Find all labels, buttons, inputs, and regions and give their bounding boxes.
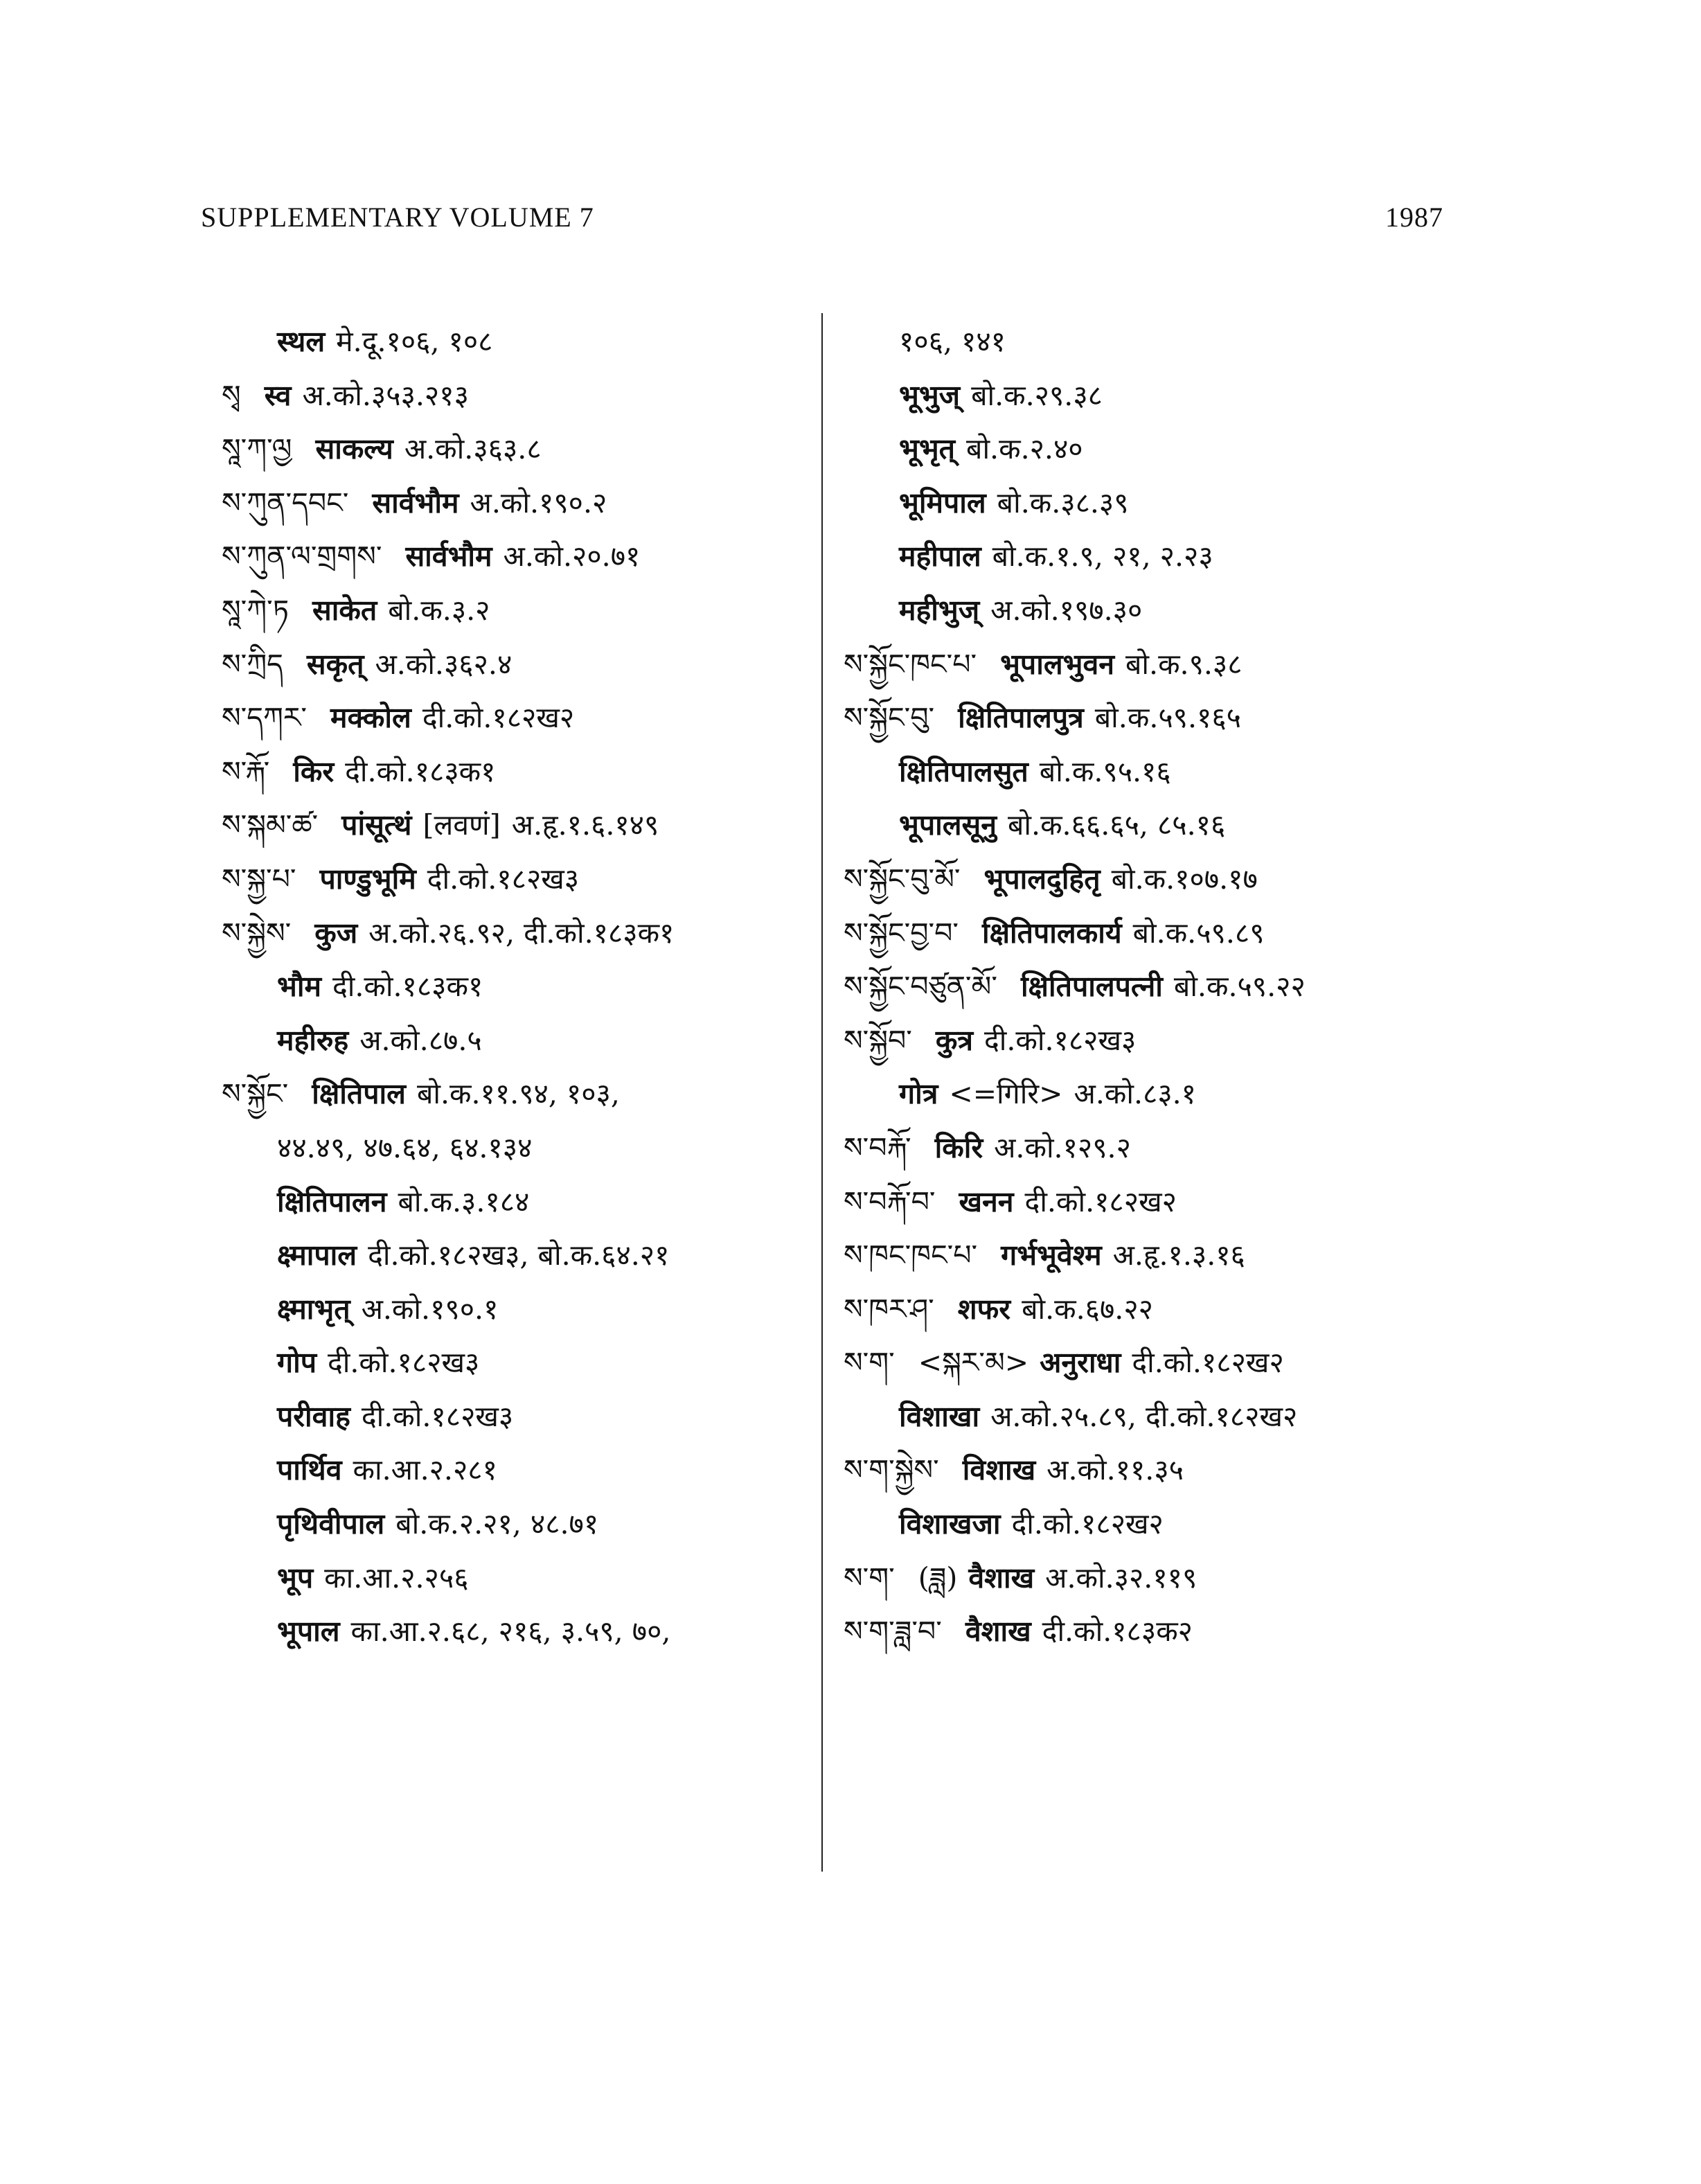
source-references: दी.को.१८२ख३ bbox=[361, 1399, 514, 1433]
tibetan-headword: ས་ཀུན་ལ་གྲགས་ bbox=[222, 540, 382, 574]
sanskrit-equivalent: अनुराधा bbox=[1040, 1346, 1121, 1380]
source-references: अ.को.१९७.३० bbox=[990, 593, 1143, 627]
sub-entry bbox=[844, 1390, 1453, 1444]
source-references: अ.को.८३.१ bbox=[1074, 1077, 1196, 1111]
sanskrit-equivalent: भूभुज् bbox=[899, 378, 961, 412]
sanskrit-equivalent: वैशाख bbox=[968, 1561, 1035, 1595]
tibetan-headword: ས་ག་ bbox=[844, 1346, 895, 1380]
source-references: दी.को.१८२ख३ bbox=[328, 1346, 480, 1380]
continuation-line bbox=[222, 1121, 810, 1175]
sub-entry bbox=[222, 1175, 810, 1229]
sanskrit-equivalent: खनन bbox=[959, 1184, 1014, 1218]
source-references: १०६, १४१ bbox=[899, 325, 1006, 358]
source-references: का.आ.२.२८१ bbox=[353, 1453, 497, 1487]
source-references: अ.हृ.१.३.१६ bbox=[1112, 1239, 1245, 1272]
sub-entry bbox=[222, 1229, 810, 1283]
tibetan-headword: ས་སྐྱོབ་ bbox=[844, 1023, 912, 1057]
source-references: बो.क.१०७.१७ bbox=[1111, 862, 1258, 896]
dictionary-entry bbox=[844, 691, 1453, 745]
dictionary-entry bbox=[222, 907, 810, 961]
page-number: 1987 bbox=[1385, 202, 1443, 233]
sub-entry bbox=[222, 1390, 810, 1444]
source-references: बो.क.५९.२२ bbox=[1173, 970, 1306, 1004]
sanskrit-equivalent: क्षितिपालकार्य bbox=[982, 916, 1122, 950]
tibetan-headword: ས་སྐྱེས་ bbox=[222, 916, 292, 950]
dictionary-entry bbox=[222, 745, 810, 799]
tibetan-headword: ས་སྐྱོང་བུ་ bbox=[844, 701, 935, 735]
dictionary-entry bbox=[222, 369, 810, 423]
source-references: अ.को.३५३.२१३ bbox=[302, 378, 469, 412]
tibetan-headword: ས་ཀྲིད bbox=[222, 647, 283, 681]
sub-entry bbox=[844, 369, 1453, 423]
source-references: अ.को.३६३.८ bbox=[404, 432, 542, 466]
source-references: बो.क.३८.३९ bbox=[997, 486, 1129, 520]
source-references: दी.को.१८३क१ bbox=[332, 970, 483, 1004]
source-references: अ.को.८७.५ bbox=[359, 1023, 482, 1057]
sub-entry bbox=[222, 1014, 810, 1068]
dictionary-entry bbox=[222, 423, 810, 477]
tibetan-headword: ས་ག་ཟླ་བ་ bbox=[844, 1615, 942, 1649]
sanskrit-equivalent: वैशाख bbox=[965, 1615, 1031, 1649]
sanskrit-equivalent: मक्कोल bbox=[330, 701, 411, 735]
dictionary-entry bbox=[222, 584, 810, 638]
tibetan-headword: ས་སྐྱོང་ཁང་པ་ bbox=[844, 647, 977, 681]
dictionary-entry bbox=[844, 1121, 1453, 1175]
tibetan-headword: ས་རྐོ་ bbox=[222, 754, 270, 788]
dictionary-entry bbox=[844, 1552, 1453, 1606]
page-header bbox=[201, 201, 1443, 242]
tibetan-headword: ས་སྐམ་ཚ་ bbox=[222, 808, 319, 842]
source-references: अ.को.३६२.४ bbox=[375, 647, 513, 681]
sanskrit-equivalent: किरि bbox=[934, 1130, 983, 1164]
sanskrit-equivalent: गर्भभूवेश्म bbox=[1001, 1239, 1102, 1272]
sanskrit-equivalent: गोप bbox=[277, 1346, 317, 1380]
source-references: बो.क.२९.३८ bbox=[971, 378, 1103, 412]
sanskrit-equivalent: किर bbox=[293, 754, 335, 788]
sanskrit-equivalent: साकेत bbox=[312, 593, 377, 627]
continuation-line bbox=[844, 315, 1453, 369]
dictionary-entry bbox=[844, 1605, 1453, 1659]
sanskrit-equivalent: क्षितिपालसुत bbox=[899, 754, 1028, 788]
sub-entry bbox=[844, 584, 1453, 638]
sanskrit-equivalent: क्षितिपालन bbox=[277, 1184, 387, 1218]
dictionary-entry bbox=[844, 907, 1453, 961]
sub-entry bbox=[222, 1605, 810, 1659]
dictionary-entry bbox=[222, 477, 810, 531]
source-references: अ.को.३२.११९ bbox=[1045, 1561, 1197, 1595]
source-references: अ.को.११.३५ bbox=[1047, 1453, 1184, 1487]
tibetan-headword: ས་བརྐོ་ bbox=[844, 1130, 911, 1164]
sanskrit-equivalent: भूपालसूनु bbox=[899, 808, 997, 842]
dictionary-entry bbox=[844, 960, 1453, 1014]
sub-entry bbox=[844, 745, 1453, 799]
source-references: दी.को.१८२ख३ bbox=[983, 1023, 1137, 1057]
sub-entry bbox=[844, 530, 1453, 584]
sub-entry bbox=[222, 1552, 810, 1606]
sanskrit-equivalent: क्षितिपाल bbox=[312, 1077, 406, 1111]
tibetan-headword: ས་ག་ bbox=[844, 1561, 895, 1595]
left-column bbox=[222, 315, 810, 1659]
sub-entry bbox=[844, 1498, 1453, 1552]
dictionary-entry bbox=[844, 1283, 1453, 1337]
source-references: मे.दू.१०६, १०८ bbox=[336, 325, 493, 358]
source-references: बो.क.३.२ bbox=[388, 593, 490, 627]
source-references: अ.को.२०.७१ bbox=[503, 540, 641, 574]
tibetan-headword: ས་སྐྱོང་བྱ་བ་ bbox=[844, 916, 959, 950]
sanskrit-equivalent: महीभुज् bbox=[899, 593, 980, 627]
tibetan-headword: ས་དཀར་ bbox=[222, 701, 308, 735]
sanskrit-equivalent: पाण्डुभूमि bbox=[319, 862, 416, 896]
gloss-note: <སྐར་མ> bbox=[918, 1346, 1029, 1380]
sub-entry bbox=[222, 315, 810, 369]
sanskrit-equivalent: महीपाल bbox=[899, 540, 981, 574]
source-references: दी.को.१८२ख२ bbox=[422, 701, 575, 735]
tibetan-headword: ས་སྐྱ་པ་ bbox=[222, 862, 296, 896]
sanskrit-equivalent: भूपालभुवन bbox=[1000, 647, 1114, 681]
source-references: बो.क.२.२१, ४८.७१ bbox=[395, 1507, 599, 1541]
sub-entry bbox=[222, 1498, 810, 1552]
sanskrit-equivalent: परीवाह bbox=[277, 1399, 350, 1433]
dictionary-entry bbox=[844, 1175, 1453, 1229]
dictionary-entry bbox=[222, 530, 810, 584]
tibetan-headword: སཱ་ཀེ་ཏ bbox=[222, 593, 290, 627]
tibetan-headword: ས་བརྐོ་བ་ bbox=[844, 1184, 936, 1218]
sanskrit-equivalent: भूपाल bbox=[277, 1615, 340, 1649]
dictionary-entry bbox=[844, 1444, 1453, 1498]
sanskrit-equivalent: महीरुह bbox=[277, 1023, 349, 1057]
source-references: अ.को.१९०.१ bbox=[361, 1292, 499, 1326]
source-references: अ.को.१२९.२ bbox=[994, 1130, 1131, 1164]
sanskrit-equivalent: स्थल bbox=[277, 325, 326, 358]
source-references: अ.को.२५.८९, दी.को.१८२ख२ bbox=[990, 1399, 1298, 1433]
sanskrit-equivalent: भूमिपाल bbox=[899, 486, 986, 520]
tibetan-headword: ས་ཁར་ཤ་ bbox=[844, 1292, 934, 1326]
sanskrit-equivalent: विशाखा bbox=[899, 1399, 980, 1433]
right-column bbox=[844, 315, 1453, 1659]
sub-entry bbox=[844, 423, 1453, 477]
sub-entry bbox=[222, 1283, 810, 1337]
dictionary-entry bbox=[844, 638, 1453, 692]
source-references: बो.क.१.९, २१, २.२३ bbox=[992, 540, 1213, 574]
dictionary-entry bbox=[844, 1229, 1453, 1283]
tibetan-headword: ས་སྐྱོང་ bbox=[222, 1077, 289, 1111]
source-references: दी.को.१८३क१ bbox=[345, 754, 496, 788]
sanskrit-equivalent: क्षितिपालपत्नी bbox=[1020, 970, 1163, 1004]
tibetan-headword: སྭ bbox=[222, 378, 241, 412]
tibetan-headword: ས་སྐྱོང་བུ་མོ་ bbox=[844, 862, 961, 896]
sanskrit-equivalent: भौम bbox=[277, 970, 321, 1004]
source-references: दी.को.१८३क२ bbox=[1042, 1615, 1193, 1649]
column-divider bbox=[821, 313, 823, 1872]
sub-entry bbox=[844, 477, 1453, 531]
dictionary-entry bbox=[222, 853, 810, 907]
sanskrit-equivalent: शफर bbox=[957, 1292, 1011, 1326]
sanskrit-equivalent: विशाखजा bbox=[899, 1507, 1001, 1541]
sanskrit-equivalent: पांसूत्थं bbox=[341, 808, 412, 842]
sub-entry bbox=[222, 1444, 810, 1498]
sanskrit-equivalent: कुज bbox=[314, 916, 358, 950]
sanskrit-equivalent: भूभृत् bbox=[899, 432, 956, 466]
source-references: अ.को.२६.९२, दी.को.१८३क१ bbox=[368, 916, 675, 950]
dictionary-entry bbox=[844, 853, 1453, 907]
source-references: बो.क.६७.२२ bbox=[1022, 1292, 1153, 1326]
dictionary-entry bbox=[222, 691, 810, 745]
source-references: दी.को.१८२ख३, बो.क.६४.२१ bbox=[368, 1239, 670, 1272]
gloss-note: <=गिरि> bbox=[949, 1077, 1063, 1111]
sanskrit-equivalent: पार्थिव bbox=[277, 1453, 342, 1487]
source-references: बो.क.११.९४, १०३, bbox=[416, 1077, 620, 1111]
tibetan-headword: སཱ་ཀ་ལྱ bbox=[222, 432, 292, 466]
sanskrit-equivalent: सकृत् bbox=[306, 647, 364, 681]
sub-entry bbox=[844, 799, 1453, 853]
dictionary-entry bbox=[222, 638, 810, 692]
gloss-note: [लवणं] bbox=[422, 808, 501, 842]
gloss-note: (ཟླ) bbox=[918, 1561, 958, 1595]
source-references: बो.क.६६.६५, ८५.१६ bbox=[1008, 808, 1226, 842]
tibetan-headword: ས་ཁང་ཁང་པ་ bbox=[844, 1239, 978, 1272]
tibetan-headword: ས་ཀུན་དབང་ bbox=[222, 486, 349, 520]
source-references: दी.को.१८२ख२ bbox=[1132, 1346, 1284, 1380]
running-head: SUPPLEMENTARY VOLUME 7 bbox=[201, 202, 594, 233]
dictionary-entry bbox=[844, 1014, 1453, 1068]
source-references: अ.हृ.१.६.१४९ bbox=[511, 808, 659, 842]
source-references: अ.को.१९०.२ bbox=[470, 486, 607, 520]
source-references: बो.क.५९.१६५ bbox=[1094, 701, 1241, 735]
source-references: का.आ.२.२५६ bbox=[324, 1561, 469, 1595]
source-references: दी.को.१८२ख३ bbox=[427, 862, 580, 896]
sub-entry bbox=[844, 1067, 1453, 1121]
tibetan-headword: ས་ག་སྐྱེས་ bbox=[844, 1453, 939, 1487]
sanskrit-equivalent: क्ष्माभृत् bbox=[277, 1292, 350, 1326]
source-references: बो.क.३.१८४ bbox=[398, 1184, 530, 1218]
sanskrit-equivalent: कुत्र bbox=[935, 1023, 973, 1057]
sanskrit-equivalent: भूपालदुहितृ bbox=[983, 862, 1101, 896]
sub-entry bbox=[222, 960, 810, 1014]
source-references: ४४.४९, ४७.६४, ६४.१३४ bbox=[277, 1130, 533, 1164]
dictionary-entry bbox=[844, 1336, 1453, 1390]
sanskrit-equivalent: साकल्य bbox=[315, 432, 393, 466]
source-references: बो.क.५९.८९ bbox=[1132, 916, 1265, 950]
sanskrit-equivalent: पृथिवीपाल bbox=[277, 1507, 385, 1541]
sanskrit-equivalent: गोत्र bbox=[899, 1077, 938, 1111]
source-references: का.आ.२.६८, २१६, ३.५९, ७०, bbox=[350, 1615, 671, 1649]
sanskrit-equivalent: स्व bbox=[264, 378, 292, 412]
source-references: बो.क.९५.१६ bbox=[1039, 754, 1171, 788]
dictionary-entry bbox=[222, 799, 810, 853]
sanskrit-equivalent: विशाख bbox=[962, 1453, 1036, 1487]
source-references: दी.को.१८२ख२ bbox=[1024, 1184, 1177, 1218]
source-references: दी.को.१८२ख२ bbox=[1011, 1507, 1164, 1541]
sub-entry bbox=[222, 1336, 810, 1390]
sanskrit-equivalent: सार्वभौम bbox=[405, 540, 492, 574]
tibetan-headword: ས་སྐྱོང་བཙུན་མོ་ bbox=[844, 970, 997, 1004]
sanskrit-equivalent: सार्वभौम bbox=[372, 486, 459, 520]
sanskrit-equivalent: क्षितिपालपुत्र bbox=[958, 701, 1084, 735]
dictionary-entry bbox=[222, 1067, 810, 1121]
sanskrit-equivalent: भूप bbox=[277, 1561, 314, 1595]
sanskrit-equivalent: क्ष्मापाल bbox=[277, 1239, 357, 1272]
source-references: बो.क.२.४० bbox=[966, 432, 1083, 466]
source-references: बो.क.९.३८ bbox=[1125, 647, 1243, 681]
